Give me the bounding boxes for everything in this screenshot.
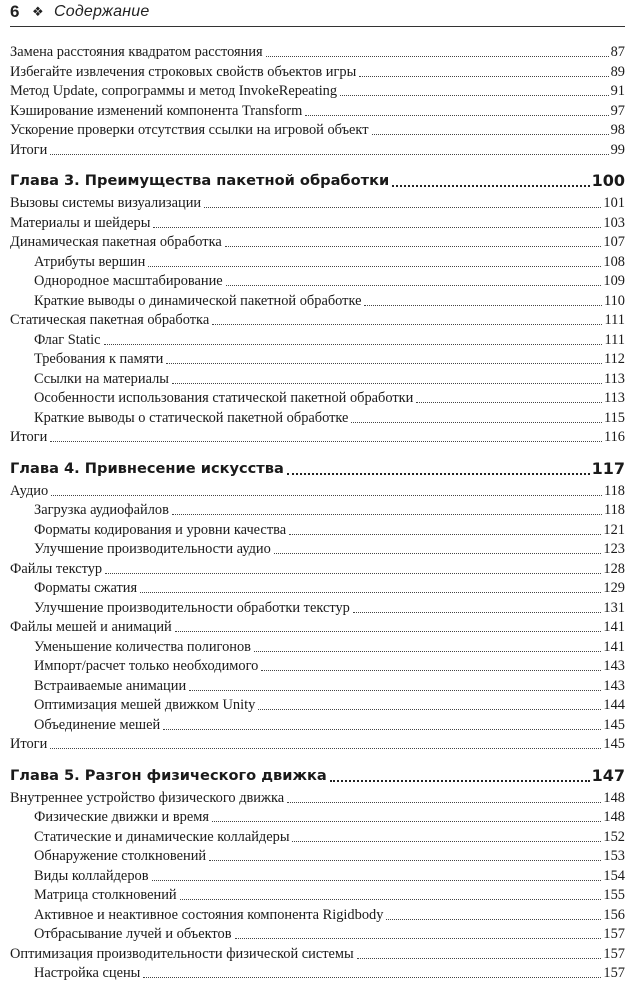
toc-entry [10, 192, 625, 212]
entry-title: Оптимизация мешей движком Unity [34, 697, 256, 713]
entry-title: Аудио [10, 482, 49, 499]
toc-entry [34, 714, 625, 734]
entry-page-number: 100 [591, 171, 625, 190]
toc-entry [34, 675, 625, 695]
entry-title: Форматы кодирования и уровни качества [34, 521, 287, 538]
toc-entry [34, 270, 625, 290]
entry-page-number: 116 [603, 429, 625, 445]
dot-leader [104, 344, 603, 345]
entry-page-number: 103 [603, 214, 625, 231]
entry-title: Замена расстояния квадратом расстояния [10, 44, 263, 60]
entry-page-number: 141 [603, 638, 625, 655]
entry-title: Оптимизация производительности физической системы [10, 945, 354, 962]
dot-leader [287, 802, 601, 803]
entry-page-number: 152 [603, 828, 625, 845]
entry-page-number: 147 [591, 765, 625, 785]
entry-title: Активное и неактивное состояния компонента Rigidbody [34, 906, 384, 923]
toc-entry [34, 290, 625, 310]
entry-title: Флаг Static [34, 331, 101, 348]
entry-title: Ссылки на материалы [34, 370, 169, 387]
entry-title: Статические и динамические коллайдеры [34, 828, 290, 845]
entry-title: Итоги [10, 736, 48, 752]
dot-leader [235, 938, 602, 939]
entry-title: Объединение мешей [34, 716, 161, 733]
entry-title: Материалы и шейдеры [10, 214, 151, 231]
entry-page-number: 107 [603, 234, 625, 250]
dot-leader [172, 383, 602, 384]
toc-entry [34, 519, 625, 539]
dot-leader [143, 977, 601, 978]
entry-page-number: 143 [603, 658, 625, 674]
entry-title: Матрица столкновений [34, 887, 177, 903]
entry-page-number: 111 [604, 312, 625, 328]
entry-title: Глава 4. Привнесение искусства [10, 459, 284, 477]
dot-leader [330, 780, 590, 782]
entry-title: Настройка сцены [34, 965, 141, 981]
toc-entry [10, 231, 625, 251]
toc-entry [10, 100, 625, 120]
ornament-icon: ❖ [32, 4, 44, 19]
entry-page-number: 110 [603, 292, 625, 309]
dot-leader [153, 227, 601, 228]
entry-title: Кэширование изменений компонента Transform [10, 102, 303, 119]
entry-title: Итоги [10, 141, 48, 158]
dot-leader [351, 422, 602, 423]
toc-entry [10, 41, 625, 61]
dot-leader [50, 441, 602, 442]
entry-page-number: 91 [610, 83, 625, 99]
toc-entry [34, 694, 625, 714]
dot-leader [364, 305, 601, 306]
dot-leader [209, 860, 601, 861]
entry-title: Краткие выводы о статической пакетной обработке [34, 409, 349, 426]
chapter-entry [10, 168, 625, 192]
entry-title: Атрибуты вершин [34, 253, 146, 270]
entry-page-number: 117 [591, 458, 625, 478]
entry-title: Ускорение проверки отсутствия ссылки на игровой объект [10, 122, 369, 138]
entry-page-number: 115 [603, 409, 625, 426]
entry-page-number: 154 [603, 867, 625, 884]
entry-title: Вызовы системы визуализации [10, 195, 202, 211]
toc-entry [10, 787, 625, 807]
toc-entry [10, 943, 625, 963]
entry-title: Итоги [10, 429, 48, 445]
entry-page-number: 145 [603, 736, 625, 752]
toc-entry [34, 636, 625, 656]
entry-title: Динамическая пакетная обработка [10, 234, 222, 250]
entry-page-number: 157 [603, 945, 625, 962]
toc-entry [34, 368, 625, 388]
toc-entry [10, 61, 625, 81]
entry-title: Краткие выводы о динамической пакетной обработке [34, 292, 362, 309]
entry-page-number: 145 [603, 716, 625, 733]
dot-leader [212, 324, 602, 325]
entry-page-number: 141 [603, 619, 625, 635]
entry-page-number: 123 [603, 541, 625, 557]
entry-page-number: 118 [603, 482, 625, 499]
dot-leader [359, 76, 608, 77]
entry-page-number: 153 [603, 848, 625, 864]
entry-title: Физические движки и время [34, 809, 209, 825]
toc-entry [34, 387, 625, 407]
dot-leader [140, 592, 601, 593]
entry-page-number: 111 [604, 331, 625, 348]
toc-entry [34, 407, 625, 427]
entry-page-number: 143 [603, 677, 625, 694]
entry-title: Однородное масштабирование [34, 273, 223, 289]
entry-title: Файлы мешей и анимаций [10, 619, 172, 635]
toc-entry [10, 80, 625, 100]
entry-title: Улучшение производительности аудио [34, 541, 271, 557]
toc-entry [34, 884, 625, 904]
dot-leader [392, 185, 589, 187]
dot-leader [175, 631, 602, 632]
entry-title: Требования к памяти [34, 351, 164, 367]
toc-entry [34, 348, 625, 368]
toc-entry [10, 309, 625, 329]
toc-entry [34, 865, 625, 885]
toc-entry [34, 826, 625, 846]
entry-title: Файлы текстур [10, 560, 103, 577]
chapter-entry [10, 456, 625, 480]
entry-title: Улучшение производительности обработки текстур [34, 599, 350, 616]
entry-page-number: 99 [610, 141, 625, 158]
toc-entry [10, 733, 625, 753]
toc-entry [34, 923, 625, 943]
entry-page-number: 155 [603, 887, 625, 903]
dot-leader [386, 919, 601, 920]
dot-leader [148, 266, 601, 267]
dot-leader [258, 709, 601, 710]
dot-leader [226, 285, 602, 286]
entry-title: Глава 3. Преимущества пакетной обработки [10, 172, 390, 189]
entry-title: Статическая пакетная обработка [10, 312, 210, 328]
dot-leader [163, 729, 601, 730]
entry-page-number: 112 [603, 351, 625, 367]
dot-leader [166, 363, 602, 364]
entry-page-number: 157 [603, 965, 625, 981]
dot-leader [50, 154, 608, 155]
entry-page-number: 108 [603, 253, 625, 270]
toc-entry [10, 119, 625, 139]
dot-leader [51, 495, 602, 496]
entry-title: Особенности использования статической пакетной обработки [34, 390, 414, 406]
dot-leader [172, 514, 602, 515]
dot-leader [254, 651, 601, 652]
dot-leader [353, 612, 602, 613]
running-title: Содержание [54, 3, 150, 20]
entry-title: Глава 5. Разгон физического движка [10, 766, 327, 784]
entry-page-number: 98 [610, 122, 625, 138]
dot-leader [212, 821, 601, 822]
dot-leader [287, 473, 590, 475]
toc-entry [34, 845, 625, 865]
toc-entry [34, 904, 625, 924]
toc-entry [34, 655, 625, 675]
dot-leader [266, 56, 609, 57]
entry-page-number: 118 [603, 502, 625, 518]
toc-entry [10, 480, 625, 500]
toc-entry [34, 329, 625, 349]
toc-entry [10, 426, 625, 446]
dot-leader [416, 402, 602, 403]
dot-leader [372, 134, 609, 135]
entry-title: Встраиваемые анимации [34, 677, 187, 694]
entry-page-number: 157 [603, 926, 625, 942]
entry-page-number: 131 [603, 599, 625, 616]
dot-leader [261, 670, 601, 671]
entry-title: Форматы сжатия [34, 580, 138, 596]
entry-title: Избегайте извлечения строковых свойств объектов игры [10, 63, 357, 80]
entry-page-number: 121 [603, 521, 625, 538]
entry-page-number: 113 [603, 390, 625, 406]
dot-leader [292, 841, 601, 842]
dot-leader [50, 748, 601, 749]
entry-page-number: 109 [603, 273, 625, 289]
entry-title: Обнаружение столкновений [34, 848, 207, 864]
chapter-entry [10, 763, 625, 787]
entry-title: Внутреннее устройство физического движка [10, 789, 285, 806]
toc-entry [34, 597, 625, 617]
dot-leader [289, 534, 601, 535]
toc-entry [34, 538, 625, 558]
dot-leader [204, 207, 601, 208]
entry-page-number: 156 [603, 906, 625, 923]
dot-leader [305, 115, 608, 116]
dot-leader [225, 246, 602, 247]
entry-page-number: 128 [603, 560, 625, 577]
toc-entry [10, 139, 625, 159]
entry-title: Отбрасывание лучей и объектов [34, 926, 232, 942]
entry-title: Виды коллайдеров [34, 867, 149, 884]
entry-page-number: 87 [610, 44, 625, 60]
entry-page-number: 148 [603, 789, 625, 806]
entry-title: Загрузка аудиофайлов [34, 502, 169, 518]
toc-entry [34, 962, 625, 982]
toc-entry [34, 577, 625, 597]
dot-leader [189, 690, 601, 691]
toc-entry [10, 558, 625, 578]
entry-page-number: 97 [610, 102, 625, 119]
toc-entry [10, 212, 625, 232]
entry-page-number: 113 [603, 370, 625, 387]
dot-leader [340, 95, 609, 96]
dot-leader [357, 958, 602, 959]
dot-leader [152, 880, 602, 881]
dot-leader [105, 573, 601, 574]
entry-page-number: 101 [603, 195, 625, 211]
toc-entry [34, 251, 625, 271]
entry-page-number: 89 [610, 63, 625, 80]
entry-page-number: 148 [603, 809, 625, 825]
toc-entry [34, 499, 625, 519]
entry-page-number: 144 [603, 697, 625, 713]
entry-title: Метод Update, сопрограммы и метод InvokeRepeating [10, 83, 338, 99]
entry-page-number: 129 [603, 580, 625, 596]
page-number: 6 [10, 2, 20, 21]
entry-title: Уменьшение количества полигонов [34, 638, 251, 655]
dot-leader [274, 553, 602, 554]
toc-entry [34, 806, 625, 826]
entry-title: Импорт/расчет только необходимого [34, 658, 259, 674]
dot-leader [180, 899, 602, 900]
toc-entry [10, 616, 625, 636]
